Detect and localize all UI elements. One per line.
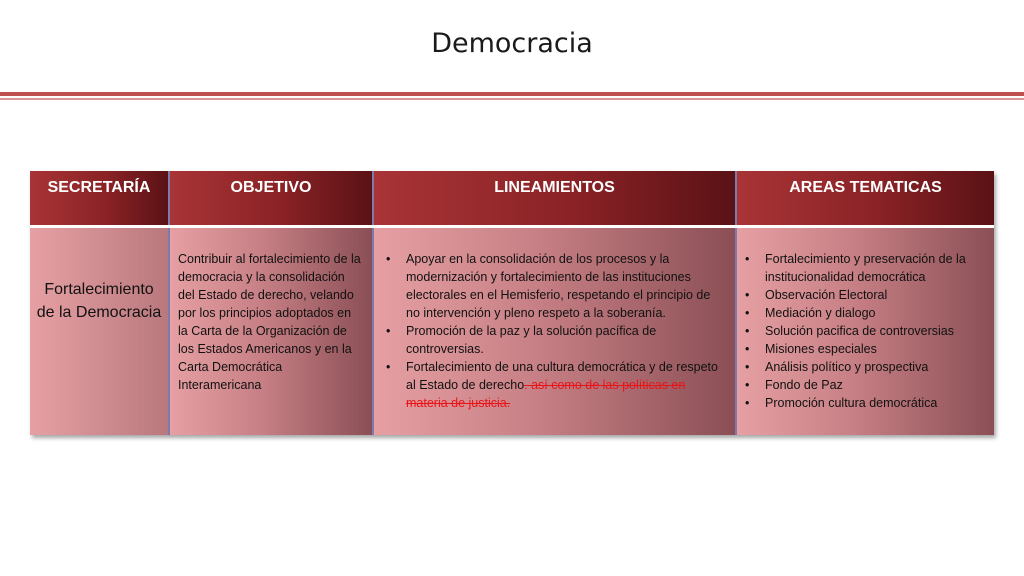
list-item: • Apoyar en la consolidación de los procesos y la modernización y fortalecimiento de las instituciones electorales en el Hemisferio, respetando el principio de no intervención y pleno respeto a la soberanía. (382, 250, 725, 322)
list-item: • Fortalecimiento y preservación de la institucionalidad democrática (741, 250, 984, 286)
lineamiento-text: Fortalecimiento de una cultura democrática y de respeto al Estado de derecho (406, 360, 718, 392)
slide-title: Democracia (431, 28, 593, 59)
secretaria-cell (30, 228, 170, 435)
list-item: • Solución pacifica de controversias (741, 322, 984, 340)
lineamientos-cell (374, 228, 737, 435)
list-item: • Fondo de Paz (741, 376, 984, 394)
header-objetivo: OBJETIVO (170, 171, 374, 225)
areas-list (737, 228, 994, 412)
title-underline (0, 92, 1024, 96)
objetivo-cell (170, 228, 374, 435)
list-item (382, 358, 725, 412)
list-item: • Mediación y dialogo (741, 304, 984, 322)
table-body-row (30, 228, 994, 435)
secretaria-name: Fortalecimiento de la Democracia (36, 281, 162, 321)
list-item: • Análisis político y prospectiva (741, 358, 984, 376)
list-item: • Misiones especiales (741, 340, 984, 358)
table-header-row (30, 171, 994, 228)
lineamientos-list (374, 228, 735, 412)
struck-text: . así como de las políticas en materia de justicia. (406, 378, 686, 410)
header-areas-tematicas: AREAS TEMATICAS (737, 171, 994, 225)
secretaria-table (30, 171, 994, 435)
header-lineamientos: LINEAMIENTOS (374, 171, 737, 225)
list-item: • Promoción cultura democrática (741, 394, 984, 412)
title-underline-thin (0, 98, 1024, 100)
areas-cell (737, 228, 994, 435)
list-item: • Observación Electoral (741, 286, 984, 304)
header-secretaria: SECRETARÍA (30, 171, 170, 225)
list-item: • Promoción de la paz y la solución pacífica de controversias. (382, 322, 725, 358)
objetivo-text: Contribuir al fortalecimiento de la democracia y la consolidación del Estado de derecho, velando por los principios adoptados en la Carta de la Organización de los Estados Americanos y en la Carta Democrática Interamericana (178, 252, 361, 392)
